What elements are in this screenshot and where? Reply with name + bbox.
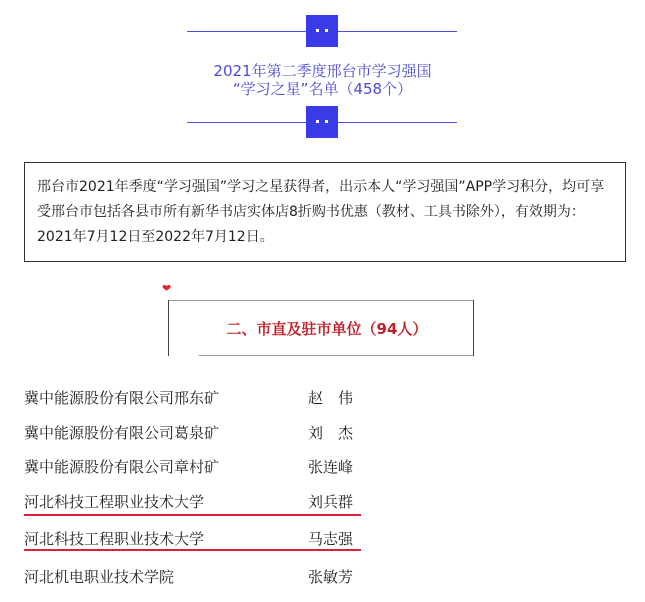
- top-divider-square-icon: [306, 15, 338, 47]
- page-title-line1: 2021年第二季度邢台市学习强国: [213, 62, 432, 80]
- person-name: 马志强: [308, 530, 354, 548]
- person-name: 刘 杰: [308, 424, 354, 442]
- organization-name: 河北机电职业技术学院: [24, 568, 175, 586]
- page-title-line2: “学习之星”名单（458个）: [232, 80, 413, 98]
- organization-name: 河北科技工程职业技术大学: [24, 530, 205, 548]
- heart-icon: ❤: [162, 282, 172, 295]
- organization-name: 河北科技工程职业技术大学: [24, 493, 205, 511]
- section-header-box: [168, 300, 474, 356]
- person-name: 赵 伟: [308, 389, 354, 407]
- bottom-divider-square-icon: [306, 106, 338, 138]
- organization-name: 冀中能源股份有限公司邢东矿: [24, 389, 220, 407]
- organization-name: 冀中能源股份有限公司章村矿: [24, 458, 220, 476]
- highlight-underline: [24, 549, 361, 551]
- person-name: 张连峰: [308, 458, 354, 476]
- organization-name: 冀中能源股份有限公司葛泉矿: [24, 424, 220, 442]
- notice-box: [24, 162, 626, 262]
- person-name: 张敏芳: [308, 568, 354, 586]
- section-title: 二、市直及驻市单位（94人）: [226, 320, 428, 338]
- person-name: 刘兵群: [308, 493, 354, 511]
- highlight-underline: [24, 514, 361, 516]
- notice-text: 邢台市2021年季度“学习强国”学习之星获得者，出示本人“学习强国”APP学习积分，均可享受邢台市包括各县市所有新华书店实体店8折购书优惠（教材、工具书除外），有效期为：2021年7月12日至2022年7月12日。: [37, 179, 605, 245]
